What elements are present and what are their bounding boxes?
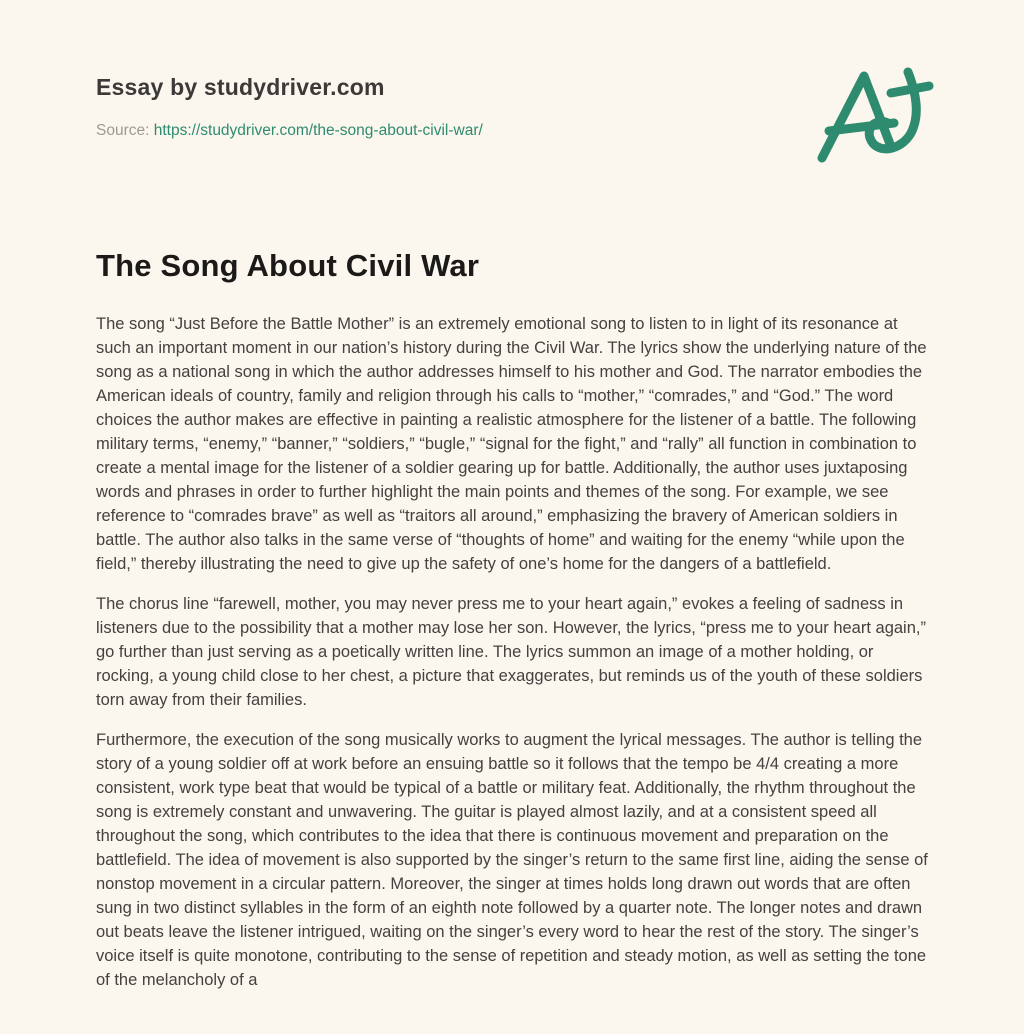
article-title: The Song About Civil War — [96, 248, 480, 283]
source-label: Source: — [96, 122, 150, 139]
article-paragraph: The song “Just Before the Battle Mother” is an extremely emotional song to listen to in light of its resonance at such an important moment in our nation’s history during the Civil War. The lyrics show the underlying nature of the song as a national song in which the author addresses himself to his mother and God. The narrator embodies the American ideals of country, family and religion through his calls to “mother,” “comrades,” and “God.” The word choices the author makes are effective in painting a realistic atmosphere for the listener of a battle. The following military terms, “enemy,” “banner,” “soldiers,” “bugle,” “signal for the fight,” and “rally” all function in combination to create a mental image for the listener of a soldier gearing up for battle. Additionally, the author uses juxtaposing words and phrases in order to further highlight the main points and themes of the song. For example, we see reference to “comrades brave” as well as “traitors all around,” emphasizing the bravery of American soldiers in battle. The author also talks in the same verse of “thoughts of home” and waiting for the enemy “while upon the field,” thereby illustrating the need to give up the safety of one’s home for the dangers of a battlefield. — [96, 315, 927, 573]
article-paragraph: Furthermore, the execution of the song musically works to augment the lyrical messages. The author is telling the story of a young soldier off at work before an ensuing battle so it follows that the tempo be 4/4 creating a more consistent, work type beat that would be typical of a battle or military feat. Additionally, the rhythm throughout the song is extremely constant and unwavering. The guitar is played almost lazily, and at a consistent speed all throughout the song, which contributes to the idea that there is continuous movement and preparation on the battlefield. The idea of movement is also supported by the singer’s return to the same first line, aiding the sense of nonstop movement in a circular pattern. Moreover, the singer at times holds long drawn out words that are often sung in two distinct syllables in the form of an eighth note followed by a quarter note. The longer notes and drawn out beats leave the listener intrigued, waiting on the singer’s every word to hear the rest of the story. The singer’s voice itself is quite monotone, contributing to the sense of repetition and steady motion, as well as setting the tone of the melancholy of a — [96, 731, 928, 989]
article-paragraph: The chorus line “farewell, mother, you may never press me to your heart again,” evokes a feeling of sadness in listeners due to the possibility that a mother may lose her son. However, the lyrics, “press me to your heart again,” go further than just serving as a poetically written line. The lyrics summon an image of a mother holding, or rocking, a young child close to her chest, a picture that exaggerates, but reminds us of the youth of these soldiers torn away from their families. — [96, 595, 926, 709]
article-body — [96, 312, 928, 1034]
essay-byline: Essay by studydriver.com — [96, 74, 385, 100]
studydriver-a-plus-logo — [812, 62, 940, 168]
source-line — [96, 122, 483, 140]
source-url-link[interactable]: https://studydriver.com/the-song-about-civil-war/ — [153, 122, 483, 139]
